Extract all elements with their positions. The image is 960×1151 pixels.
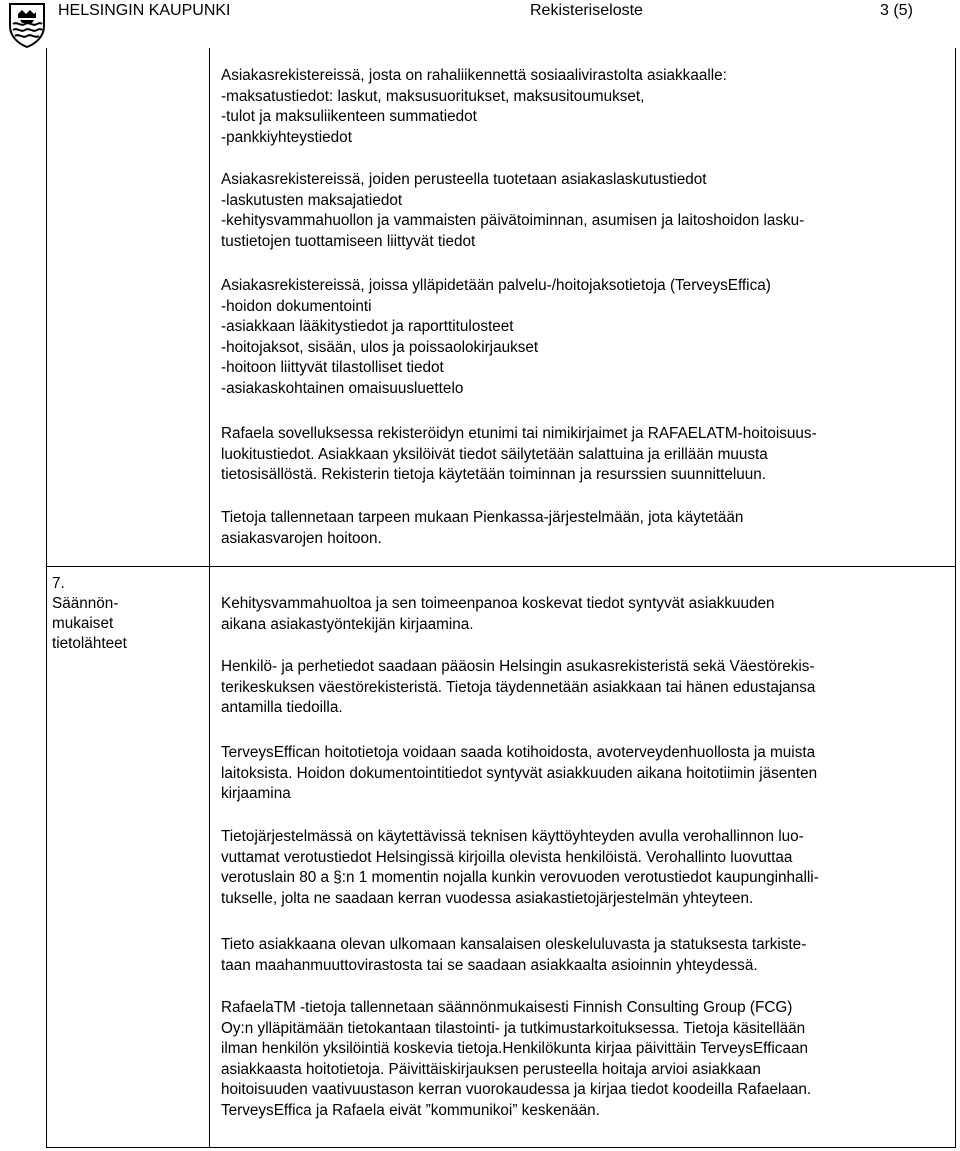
text-line: Henkilö- ja perhetiedot saadaan pääosin Helsingin asukasrekisteristä sekä Väestörekis- (221, 658, 815, 675)
page-number: 3 (5) (880, 2, 913, 19)
helsinki-crest-logo (4, 0, 50, 48)
text-line: antamilla tiedoilla. (221, 699, 343, 716)
text-line: asiakasvarojen hoitoon. (221, 529, 382, 547)
text-line: Tietojärjestelmässä on käytettävissä teknisen käyttöyhteyden avulla verohallinnon luo- (221, 828, 804, 845)
text-line: tustietojen tuottamiseen liittyvät tiedot (221, 232, 476, 250)
text-line: tukselle, jolta ne saadaan kerran vuodessa asiakastietojärjestelmän yhteyteen. (221, 889, 754, 907)
text-line: Kehitysvammahuoltoa ja sen toimeenpanoa koskevat tiedot syntyvät asiakkuuden (221, 595, 775, 612)
section-title-line: tietolähteet (52, 635, 127, 652)
text-line: luokitustiedot. Asiakkaan yksilöivät tiedot säilytetään salattuina ja erillään muusta (221, 445, 768, 463)
paragraph-payment-data (221, 66, 951, 148)
text-line: -kehitysvammahuollon ja vammaisten päivätoiminnan, asumisen ja laitoshoidon lasku- (221, 212, 805, 229)
text-line: -pankkiyhteystiedot (221, 128, 352, 146)
text-line: taan maahanmuuttovirastosta tai se saadaan asiakkaalta asioinnin yhteydessä. (221, 956, 758, 974)
paragraph-tax-data (221, 827, 951, 909)
document-title: Rekisteriseloste (530, 2, 643, 19)
text-line: Oy:n ylläpitämään tietokantaan tilastointi- ja tutkimustarkoituksessa. Tietoja käsitellään (221, 1019, 806, 1037)
text-line: terikeskuksen väestörekisteristä. Tietoja täydennetään asiakkaan tai hänen edustajansa (221, 678, 816, 696)
text-line: Rafaela sovelluksessa rekisteröidyn etunimi tai nimikirjaimet ja RAFAELATM-hoitoisuus- (221, 425, 817, 442)
text-line: hoitoisuuden vaativuustason kerran vuorokaudessa ja kirjaa tiedot koodeilla Rafaelaan. (221, 1081, 812, 1098)
text-line: Tietoja tallennetaan tarpeen mukaan Pienkassa-järjestelmään, jota käytetään (221, 509, 744, 526)
paragraph-terveyseffica (221, 743, 951, 805)
text-line: Asiakasrekistereissä, joiden perusteella tuotetaan asiakaslaskutustiedot (221, 171, 707, 188)
paragraph-rafaela (221, 424, 951, 486)
text-line: ilman henkilön yksilöintiä koskevia tietoja.Henkilökunta kirjaa päivittäin TerveysEfficaan (221, 1040, 808, 1057)
row-divider (46, 566, 956, 567)
text-line: -maksatustiedot: laskut, maksusuoritukset, maksusitoumukset, (221, 87, 645, 105)
section-title-line: mukaiset (52, 615, 114, 632)
text-line: kirjaamina (221, 785, 291, 802)
text-line: verotuslain 80 a §:n 1 momentin nojalla kunkin verovuoden verotustiedot kaupunginhalli- (221, 869, 819, 886)
text-line: -hoidon dokumentointi (221, 297, 372, 315)
text-line: Tieto asiakkaana olevan ulkomaan kansalaisen oleskeluluvasta ja statuksesta tarkiste- (221, 936, 807, 953)
section-7-heading (52, 574, 202, 654)
text-line: Asiakasrekistereissä, joissa ylläpidetään palvelu-/hoitojaksotietoja (TerveysEffica) (221, 277, 771, 294)
page-header (0, 0, 960, 48)
text-line: -asiakkaan lääkitystiedot ja raporttitulosteet (221, 318, 514, 335)
text-line: TerveysEffica ja Rafaela eivät ”kommunikoi” keskenään. (221, 1101, 600, 1119)
column-divider (209, 48, 210, 1148)
section-number: 7. (52, 575, 65, 592)
organization-name: HELSINGIN KAUPUNKI (58, 2, 231, 19)
text-line: Asiakasrekistereissä, josta on rahaliikennettä sosiaalivirastolta asiakkaalle: (221, 67, 727, 84)
paragraph-billing-data (221, 170, 951, 252)
text-line: -hoitojaksot, sisään, ulos ja poissaolokirjaukset (221, 338, 539, 356)
text-line: laitoksista. Hoidon dokumentointitiedot syntyvät asiakkuuden aikana hoitotiimin jäsenten (221, 764, 818, 782)
text-line: RafaelaTM -tietoja tallennetaan säännönmukaisesti Finnish Consulting Group (FCG) (221, 999, 793, 1016)
paragraph-care-data (221, 276, 951, 399)
text-line: -tulot ja maksuliikenteen summatiedot (221, 108, 477, 125)
text-line: aikana asiakastyöntekijän kirjaamina. (221, 615, 474, 633)
section-title-line: Säännön- (52, 595, 119, 612)
paragraph-residence-permit (221, 935, 951, 976)
text-line: -laskutusten maksajatiedot (221, 191, 403, 209)
text-line: -asiakaskohtainen omaisuusluettelo (221, 379, 464, 397)
paragraph-pienkassa (221, 508, 951, 549)
text-line: asiakkaasta hoitotietoja. Päivittäiskirjauksen perusteella hoitaja arvioi asiakkaan (221, 1060, 761, 1078)
paragraph-personal-data (221, 657, 951, 719)
table-right-border (955, 48, 956, 1148)
table-left-border (46, 48, 47, 1148)
paragraph-rafaelatm-fcg (221, 998, 951, 1121)
text-line: TerveysEffican hoitotietoja voidaan saada kotihoidosta, avoterveydenhuollosta ja muista (221, 744, 816, 761)
text-line: -hoitoon liittyvät tilastolliset tiedot (221, 359, 444, 376)
table-bottom-border (46, 1147, 956, 1148)
text-line: tietosisällöstä. Rekisterin tietoja käytetään toiminnan ja resurssien suunnitteluun. (221, 466, 767, 483)
text-line: vuttamat verotustiedot Helsingissä kirjoilla olevista henkilöistä. Verohallinto luovuttaa (221, 848, 793, 866)
paragraph-disability-care (221, 594, 951, 635)
